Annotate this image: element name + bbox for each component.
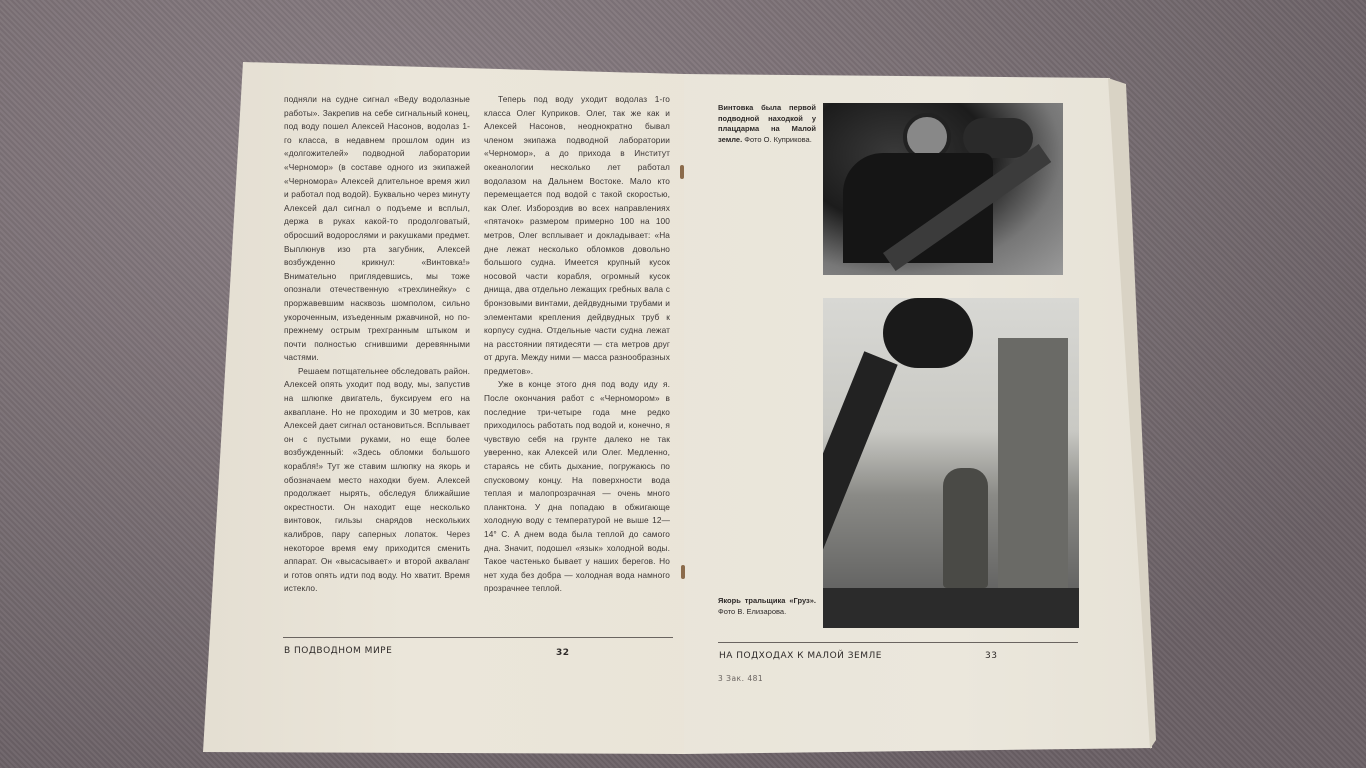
paragraph: Уже в конце этого дня под воду иду я. После окончания работ с «Черномором» в последние три-четыре года мне редко приходилось работать под водой и, конечно, я чувствую себя на грунте далеко не так уверенно, как Алексей или Олег. Медленно, стараясь не сбить дыхание, погружаюсь по спусковому концу. На поверхности вода теплая и малопрозрачная — очень много планктона. У дна попадаю в обжигающе холодную воду с температурой не выше 12—14° С. А днем вода была теплой до самого дна. Значит, подошел «язык» холодной воды. Такое частенько бывает у наших берегов. Но нет худа без добра — холодная вода намного прозрачнее теплой. <box>484 379 670 594</box>
text-column-2 <box>484 93 670 596</box>
caption-credit: Фото О. Куприкова. <box>744 134 812 144</box>
staple <box>681 565 685 579</box>
staple <box>680 165 684 179</box>
signature-mark: 3 Зак. 481 <box>718 674 764 683</box>
paragraph: подняли на судне сигнал «Веду водолазные работы». Закрепив на себе сигнальный конец, под воду пошел Алексей Насонов, водолаз 1-го класса, в недавнем прошлом один из «долгожителей» подводной лаборатории «Черномор» (в составе одного из экипажей «Черномора» Алексей длительное время жил и работал под водой). Буквально через минуту Алексей дал сигнал о подъеме и всплыл, держа в руках какой-то продолговатый, обросший водорослями и ракушками предмет. Выплюнув изо рта загубник, Алексей возбужденно крикнул: «Винтовка!» Внимательно приглядевшись, мы тоже опознали отечественную «трехлинейку» с проржавевшим насквозь шомполом, сильно укороченным, изъеденным ржавчиной, но по-прежнему острым трехгранным штыком и почти полностью сгнившими деревянными частями. <box>284 94 470 363</box>
caption-credit: Фото В. Елизарова. <box>718 606 787 616</box>
photo-caption-1 <box>718 103 816 145</box>
text-column-1 <box>284 93 470 596</box>
page-number-right: 33 <box>985 651 998 661</box>
footer-rule-right <box>718 642 1078 643</box>
running-head-right: НА ПОДХОДАХ К МАЛОЙ ЗЕМЛЕ <box>719 651 882 661</box>
caption-title: Винтовка была первой подводной находкой у плацдарма на Малой земле. <box>718 103 816 144</box>
running-head-left: В ПОДВОДНОМ МИРЕ <box>284 646 393 656</box>
photo-minesweeper-anchor <box>823 298 1079 628</box>
photo-caption-2 <box>718 596 816 617</box>
paragraph: Теперь под воду уходит водолаз 1-го класса Олег Куприков. Олег, так же как и Алексей Насонов, неоднократно бывал членом экипажа подводной лаборатории «Черномор», а до прихода в Институт океанологии несколько лет работал водолазом на Дальнем Востоке. Мало кто перемещается под водой с такой скоростью, как Олег. Избороздив во всех направлениях «пятачок» размером примерно 100 на 100 метров, Олег всплывает и докладывает: «На дне лежат несколько обломков довольно большого судна. Имеется крупный кусок носовой части корабля, огромный кусок днища, два отдельно лежащих гребных вала с бронзовыми винтами, дейдвудными трубами и элементами крепления дейдвудных труб к корпусу судна. Отдельные части судна лежат на расстоянии пятидесяти — ста метров друг от друга. Между ними — масса разнообразных предметов». <box>484 94 670 376</box>
page-number-left: 32 <box>556 648 570 658</box>
paragraph: Решаем потщательнее обследовать район. Алексей опять уходит под воду, мы, запустив на шлюпке двигатель, буксируем его на акваплане. Но не проходим и 30 метров, как Алексей дает сигнал остановиться. Всплывает он с пустыми руками, но еще более возбужденный: «Здесь обломки большого корабля!» Тут же ставим шлюпку на якорь и обозначаем место находки буем. Алексей продолжает нырять, обследуя ближайшие окрестности. Он находит еще несколько винтовок, гильзы снарядов нескольких калибров, пару саперных лопаток. Через некоторое время ему приходится сменить аппарат. Он «высасывает» и второй акваланг и готов опять идти под воду. Но хватит. Время истекло. <box>284 365 470 594</box>
footer-rule-left <box>283 637 673 638</box>
photo-diver-with-rifle <box>823 103 1063 275</box>
caption-title: Якорь тральщика «Груз». <box>718 596 816 605</box>
